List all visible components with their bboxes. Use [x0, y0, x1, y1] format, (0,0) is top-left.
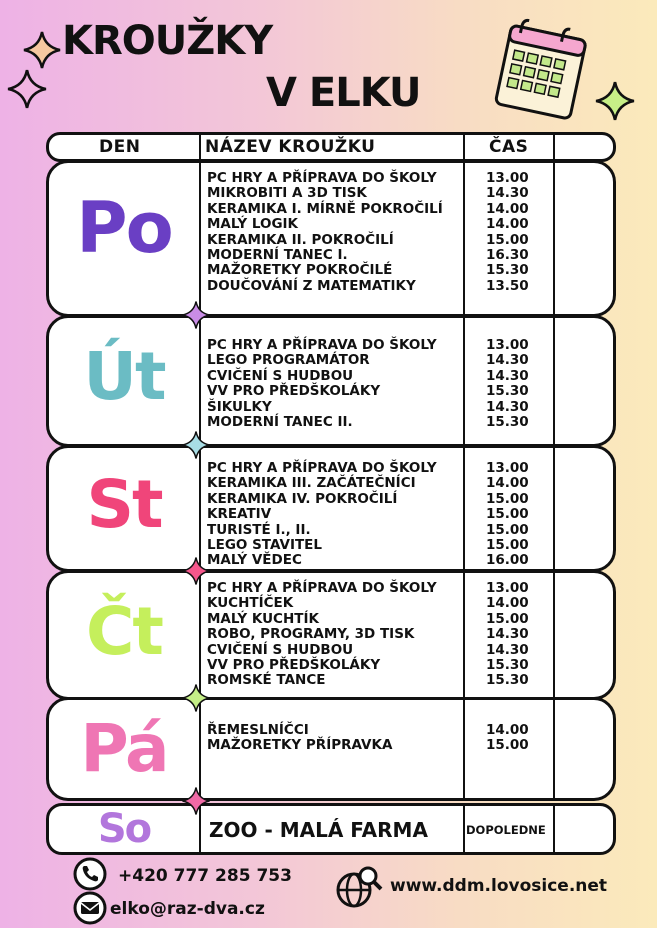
- sparkle-star-icon: [181, 683, 211, 713]
- list-item: ZOO - MALÁ FARMA: [209, 818, 428, 842]
- day-label: Pá: [80, 710, 168, 787]
- phone-icon: [72, 856, 108, 892]
- list-item: KREATIV: [207, 506, 272, 523]
- time-value: 14.30: [486, 398, 529, 415]
- time-list: [486, 581, 529, 689]
- sparkle-star-icon: [6, 68, 48, 110]
- time-value: 15.00: [486, 610, 529, 627]
- list-item: CVIČENÍ S HUDBOU: [207, 367, 354, 384]
- time-value: 13.00: [486, 337, 529, 353]
- time-list: [486, 723, 529, 754]
- time-value: 14.00: [486, 595, 529, 612]
- list-item: ŘEMESLNÍČCI: [207, 722, 309, 738]
- day-label: Út: [83, 338, 165, 415]
- list-item: TURISTÉ I., II.: [207, 521, 311, 538]
- time-value: 16.00: [486, 552, 529, 569]
- sparkle-star-icon: [181, 430, 211, 460]
- day-row-thursday: [46, 570, 616, 700]
- time-value: 14.00: [486, 722, 529, 738]
- day-label: Čt: [86, 593, 162, 670]
- time-list: [486, 171, 529, 294]
- time-value: 14.00: [486, 216, 529, 233]
- activity-list: [207, 171, 443, 294]
- sparkle-star-icon: [594, 80, 636, 122]
- table-header: [46, 132, 616, 162]
- time-value: 13.00: [486, 170, 529, 186]
- time-value: 15.00: [486, 537, 529, 554]
- list-item: KERAMIKA IV. POKROČILÍ: [207, 490, 398, 507]
- day-row-monday: [46, 160, 616, 317]
- time-value: 14.30: [486, 626, 529, 643]
- title-line-1: KROUŽKY: [62, 18, 273, 64]
- time-value: 15.00: [486, 506, 529, 523]
- time-value: 14.30: [486, 367, 529, 384]
- list-item: CVIČENÍ S HUDBOU: [207, 641, 354, 658]
- sparkle-star-icon: [181, 556, 211, 586]
- time-value: 15.30: [486, 383, 529, 400]
- list-item: MALÝ KUCHTÍK: [207, 610, 319, 627]
- list-item: MODERNÍ TANEC II.: [207, 414, 353, 431]
- header-day: DEN: [99, 137, 141, 157]
- day-label: St: [86, 466, 162, 543]
- activity-list: [207, 338, 437, 430]
- time-value: 15.30: [486, 672, 529, 689]
- time-value: 14.30: [486, 641, 529, 658]
- title-line-2: V ELKU: [266, 70, 421, 116]
- time-value: 15.30: [486, 262, 529, 279]
- sparkle-star-icon: [181, 300, 211, 330]
- list-item: MAŽORETKY POKROČILÉ: [207, 262, 393, 279]
- list-item: ŠIKULKY: [207, 398, 272, 415]
- time-value: 15.30: [486, 657, 529, 674]
- day-row-tuesday: [46, 315, 616, 447]
- activity-list: [207, 461, 437, 569]
- list-item: MIKROBITI A 3D TISK: [207, 185, 367, 202]
- list-item: PC HRY A PŘÍPRAVA DO ŠKOLY: [207, 337, 437, 353]
- day-row-friday: [46, 697, 616, 801]
- time-value: 15.00: [486, 231, 529, 248]
- contact-website[interactable]: www.ddm.lovosice.net: [390, 876, 608, 896]
- list-item: MAŽORETKY PŘÍPRAVKA: [207, 737, 393, 754]
- list-item: VV PRO PŘEDŠKOLÁKY: [207, 383, 381, 400]
- day-label: So: [97, 806, 151, 852]
- sparkle-star-icon: [181, 786, 211, 816]
- activity-list: [207, 723, 392, 754]
- time-value: 14.30: [486, 185, 529, 202]
- list-item: PC HRY A PŘÍPRAVA DO ŠKOLY: [207, 170, 437, 186]
- time-value: 15.00: [486, 521, 529, 538]
- email-icon: [72, 891, 108, 925]
- list-item: KERAMIKA II. POKROČILÍ: [207, 231, 394, 248]
- time-value: 13.00: [486, 580, 529, 596]
- list-item: KERAMIKA III. ZAČÁTEČNÍCI: [207, 475, 416, 492]
- sparkle-star-icon: [22, 30, 62, 70]
- list-item: PC HRY A PŘÍPRAVA DO ŠKOLY: [207, 580, 437, 596]
- list-item: LEGO PROGRAMÁTOR: [207, 352, 370, 369]
- list-item: KERAMIKA I. MÍRNĚ POKROČILÍ: [207, 200, 443, 217]
- time-value: DOPOLEDNE: [466, 823, 546, 837]
- time-value: 14.30: [486, 352, 529, 369]
- list-item: KUCHTÍČEK: [207, 595, 294, 612]
- activity-list: [207, 581, 437, 689]
- list-item: ROMSKÉ TANCE: [207, 672, 326, 689]
- time-value: 15.00: [486, 490, 529, 507]
- day-row-saturday: [46, 803, 616, 855]
- contact-phone[interactable]: +420 777 285 753: [118, 866, 292, 886]
- time-value: 13.50: [486, 277, 529, 294]
- time-list: [486, 461, 529, 569]
- list-item: PC HRY A PŘÍPRAVA DO ŠKOLY: [207, 460, 437, 476]
- list-item: MALÝ LOGIK: [207, 216, 299, 233]
- calendar-icon: [486, 10, 596, 122]
- header-time: ČAS: [489, 137, 529, 157]
- list-item: MODERNÍ TANEC I.: [207, 247, 348, 264]
- globe-search-icon: [334, 864, 384, 910]
- time-value: 15.00: [486, 737, 529, 754]
- day-label: Po: [76, 187, 172, 269]
- time-value: 13.00: [486, 460, 529, 476]
- list-item: LEGO STAVITEL: [207, 537, 323, 554]
- time-value: 15.30: [486, 414, 529, 431]
- list-item: MALÝ VĚDEC: [207, 552, 302, 569]
- list-item: ROBO, PROGRAMY, 3D TISK: [207, 626, 415, 643]
- time-value: 14.00: [486, 475, 529, 492]
- day-row-wednesday: [46, 445, 616, 572]
- list-item: DOUČOVÁNÍ Z MATEMATIKY: [207, 277, 416, 294]
- header-name: NÁZEV KROUŽKU: [205, 137, 376, 157]
- list-item: VV PRO PŘEDŠKOLÁKY: [207, 657, 381, 674]
- contact-email[interactable]: elko@raz-dva.cz: [110, 899, 265, 919]
- time-value: 16.30: [486, 247, 529, 264]
- time-list: [486, 338, 529, 430]
- time-value: 14.00: [486, 200, 529, 217]
